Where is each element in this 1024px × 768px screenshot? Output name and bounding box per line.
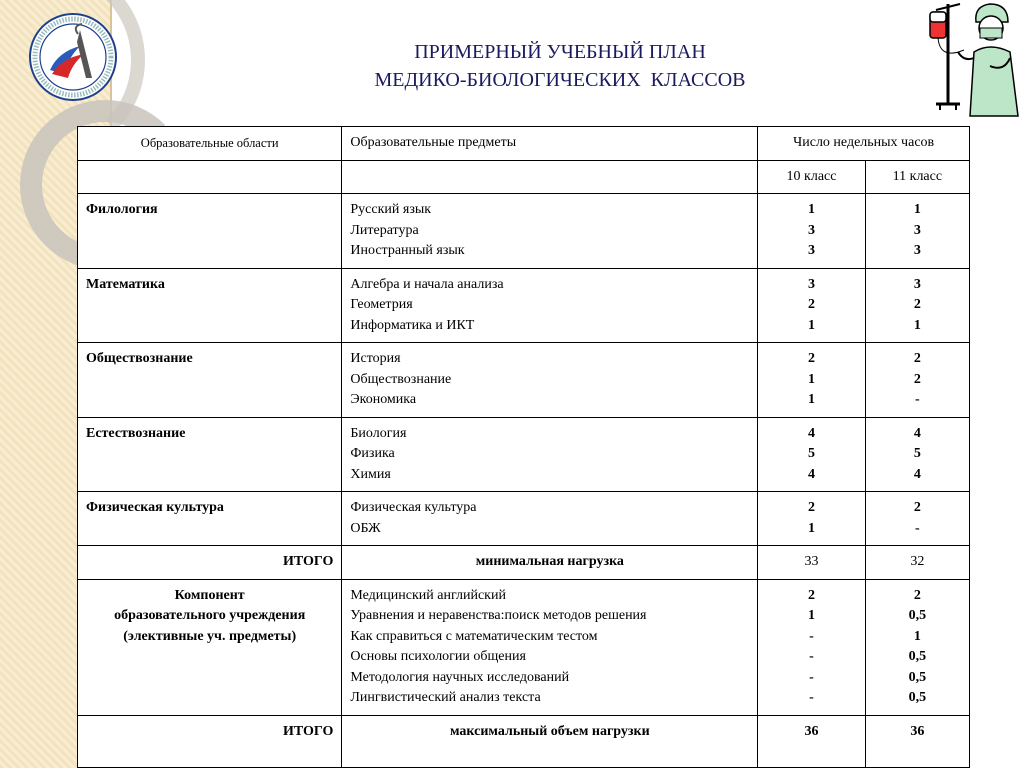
table-row [78,268,970,343]
header-grade-11: 11 класс [865,160,969,194]
hours-grade-11-cell [865,343,969,418]
page-title [230,38,890,94]
hours-grade-11-cell [865,417,969,492]
hours-grade-11-cell [865,268,969,343]
hours-grade-11: 2 [913,351,921,366]
header-grades-row [78,160,970,194]
hours-grade-10-cell [758,417,865,492]
component-g10-value: - [809,690,814,705]
component-row [78,579,970,715]
subject-name: Иностранный язык [350,243,465,258]
component-g10 [758,579,865,715]
component-g11-value: 0,5 [908,690,927,705]
header-areas: Образовательные области [78,127,342,161]
subject-name-cell [342,492,758,546]
hours-grade-11-cell [865,194,969,269]
component-subject: Лингвистический анализ текста [350,690,541,705]
component-g11-value: 0,5 [908,608,927,623]
university-logo-icon [28,12,118,102]
hours-grade-11: 5 [913,446,921,461]
total-max-g10: 36 [758,715,865,767]
hours-grade-10: 1 [808,392,816,407]
subject-name: ОБЖ [350,520,381,536]
total-min-g10: 33 [758,546,865,580]
hours-grade-10: 1 [808,202,816,217]
hours-grade-11: - [915,520,920,536]
hours-grade-11: 4 [913,466,921,482]
component-area-line: Компонент [174,587,245,603]
total-min-g11: 32 [865,546,969,580]
subject-name-cell [342,194,758,269]
component-subject: Основы психологии общения [350,649,526,664]
component-subject: Медицинский английский [350,587,506,603]
table-row [78,492,970,546]
hours-grade-10: 5 [808,446,816,461]
component-g10-value: - [809,669,814,685]
component-area-line: (элективные уч. предметы) [123,628,297,644]
hours-grade-11: 4 [913,425,921,441]
table-row [78,343,970,418]
hours-grade-10: 3 [808,243,816,258]
hours-grade-10: 1 [808,520,816,536]
subject-name: Физика [350,446,395,461]
hours-grade-10: 2 [808,297,816,312]
subject-name: Русский язык [350,202,432,217]
header-empty-1 [78,160,342,194]
hours-grade-10-cell [758,343,865,418]
subject-name: Информатика и ИКТ [350,317,475,333]
subject-name-cell [342,343,758,418]
table-row [78,417,970,492]
hours-grade-10: 2 [808,500,816,515]
component-g10-value: - [809,649,814,664]
hours-grade-10: 4 [808,425,816,441]
hours-grade-11: 2 [913,371,921,387]
hours-grade-11: 2 [913,297,921,312]
hours-grade-10: 1 [808,371,816,387]
header-grade-10: 10 класс [758,160,865,194]
component-subject: Как справиться с математическим тестом [350,628,598,644]
hours-grade-10: 1 [808,317,816,333]
header-hours: Число недельных часов [758,127,970,161]
area-name: Математика [78,268,342,343]
component-area-line: образовательного учреждения [114,608,306,623]
component-g10-value: 2 [808,587,816,603]
subject-name: Экономика [350,392,417,407]
header-empty-2 [342,160,758,194]
header-row [78,127,970,161]
subject-name: Литература [350,222,419,238]
total-max-g11: 36 [865,715,969,767]
component-g10-value: 1 [808,608,816,623]
total-min-row [78,546,970,580]
total-min-label: ИТОГО [78,546,342,580]
area-rows [78,194,970,546]
hours-grade-11: - [915,392,920,407]
hours-grade-11: 3 [913,222,921,238]
subject-name-cell [342,268,758,343]
hours-grade-11-cell [865,492,969,546]
title-line-2: МЕДИКО-БИОЛОГИЧЕСКИХ КЛАССОВ [374,69,746,91]
hours-grade-11: 1 [913,317,921,333]
component-g11-value: 0,5 [908,669,927,685]
area-name: Физическая культура [78,492,342,546]
hours-grade-10-cell [758,492,865,546]
area-name: Филология [78,194,342,269]
title-line-1: ПРИМЕРНЫЙ УЧЕБНЫЙ ПЛАН [414,41,706,63]
total-max-label: ИТОГО [78,715,342,767]
curriculum-table [77,126,970,768]
total-max-row [78,715,970,767]
header-subjects: Образовательные предметы [342,127,758,161]
component-g11-value: 1 [913,628,921,644]
subject-name: Геометрия [350,297,413,312]
component-g11-value: 2 [913,587,921,603]
subject-name: Химия [350,466,391,482]
hours-grade-10: 4 [808,466,816,482]
hours-grade-11: 1 [913,202,921,217]
hours-grade-10-cell [758,268,865,343]
component-area [78,579,342,715]
hours-grade-10: 3 [808,276,816,292]
subject-name: Алгебра и начала анализа [350,276,504,292]
table-row [78,194,970,269]
hours-grade-10: 3 [808,222,816,238]
area-name: Естествознание [78,417,342,492]
total-max-desc: максимальный объем нагрузки [342,715,758,767]
hours-grade-11: 3 [913,243,921,258]
hours-grade-10: 2 [808,351,816,366]
component-subject: Уравнения и неравенства:поиск методов решения [350,608,647,623]
component-g11-value: 0,5 [908,649,927,664]
component-g10-value: - [809,628,814,644]
nurse-with-iv-icon [918,0,1024,118]
hours-grade-11: 2 [913,500,921,515]
subject-name: Биология [350,425,407,441]
area-name: Обществознание [78,343,342,418]
subject-name: История [350,351,401,366]
subject-name: Обществознание [350,371,452,387]
hours-grade-11: 3 [913,276,921,292]
component-g11 [865,579,969,715]
component-subject: Методология научных исследований [350,669,570,685]
component-subjects [342,579,758,715]
subject-name-cell [342,417,758,492]
hours-grade-10-cell [758,194,865,269]
total-min-desc: минимальная нагрузка [342,546,758,580]
subject-name: Физическая культура [350,500,477,515]
